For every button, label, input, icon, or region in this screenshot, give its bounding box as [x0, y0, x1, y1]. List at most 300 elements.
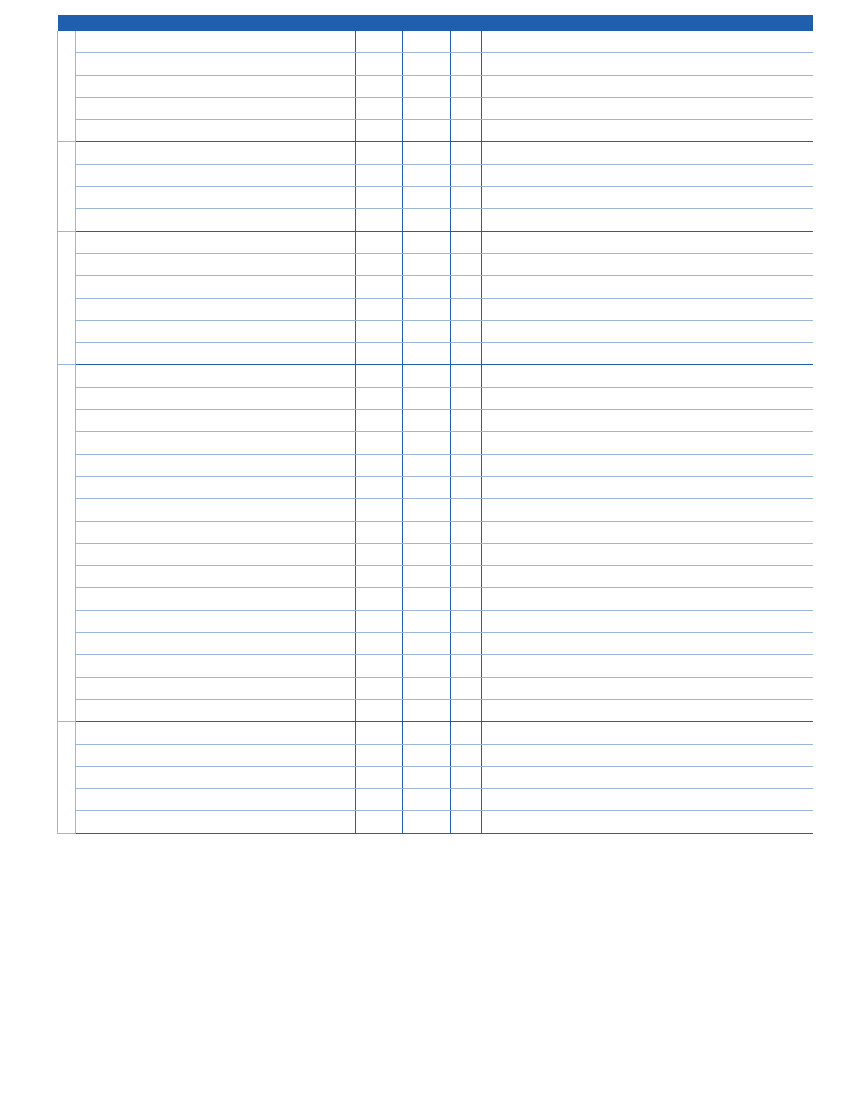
municipality-value	[356, 343, 403, 365]
slo-value	[451, 677, 482, 699]
indicator-name	[76, 476, 356, 498]
municipality-value	[356, 142, 403, 164]
ue-value	[403, 365, 427, 387]
municipality-value	[356, 789, 403, 811]
slo-value	[451, 387, 482, 409]
slo-value	[451, 53, 482, 75]
indicator-name	[76, 253, 356, 275]
indicator-name	[76, 566, 356, 588]
table-row	[58, 365, 813, 387]
ue-value	[403, 454, 427, 476]
municipality-value	[356, 365, 403, 387]
table-row	[58, 253, 813, 275]
indicator-name	[76, 699, 356, 721]
region-value	[427, 633, 451, 655]
municipality-value	[356, 432, 403, 454]
slo-value	[451, 588, 482, 610]
region-value	[427, 320, 451, 342]
slo-value	[451, 75, 482, 97]
indicator-name	[76, 744, 356, 766]
indicator-name	[76, 343, 356, 365]
indicator-name	[76, 789, 356, 811]
table-row	[58, 610, 813, 632]
unit	[482, 588, 531, 610]
comparison-cell	[531, 699, 813, 721]
slo-value	[451, 343, 482, 365]
slo-value	[451, 766, 482, 788]
table-row	[58, 31, 813, 53]
indicator-name	[76, 97, 356, 119]
unit	[482, 410, 531, 432]
slo-value	[451, 811, 482, 833]
table-row	[58, 566, 813, 588]
region-value	[427, 655, 451, 677]
unit	[482, 253, 531, 275]
group-cell	[58, 231, 76, 365]
comparison-cell	[531, 97, 813, 119]
indicator-name	[76, 722, 356, 744]
comparison-cell	[531, 343, 813, 365]
unit	[482, 120, 531, 142]
region-value	[427, 677, 451, 699]
slo-value	[451, 722, 482, 744]
region-value	[427, 789, 451, 811]
unit	[482, 655, 531, 677]
unit	[482, 722, 531, 744]
ue-value	[403, 142, 427, 164]
unit	[482, 31, 531, 53]
municipality-value	[356, 410, 403, 432]
region-value	[427, 588, 451, 610]
unit	[482, 231, 531, 253]
comparison-cell	[531, 476, 813, 498]
indicator-name	[76, 387, 356, 409]
comparison-cell	[531, 566, 813, 588]
indicator-name	[76, 164, 356, 186]
region-value	[427, 120, 451, 142]
indicator-name	[76, 655, 356, 677]
table-row	[58, 53, 813, 75]
slo-value	[451, 298, 482, 320]
ue-value	[403, 231, 427, 253]
comparison-cell	[531, 142, 813, 164]
group-cell	[58, 722, 76, 833]
indicator-name	[76, 320, 356, 342]
region-value	[427, 476, 451, 498]
unit	[482, 811, 531, 833]
unit	[482, 365, 531, 387]
table-row	[58, 588, 813, 610]
table-row	[58, 320, 813, 342]
municipality-value	[356, 276, 403, 298]
unit	[482, 744, 531, 766]
indicator-name	[76, 142, 356, 164]
ue-value	[403, 744, 427, 766]
indicator-name	[76, 633, 356, 655]
municipality-value	[356, 298, 403, 320]
municipality-value	[356, 633, 403, 655]
group-cell	[58, 142, 76, 231]
unit	[482, 298, 531, 320]
region-value	[427, 744, 451, 766]
region-value	[427, 31, 451, 53]
region-value	[427, 566, 451, 588]
region-value	[427, 499, 451, 521]
municipality-value	[356, 75, 403, 97]
comparison-cell	[531, 766, 813, 788]
indicator-name	[76, 543, 356, 565]
unit	[482, 432, 531, 454]
unit	[482, 209, 531, 231]
municipality-value	[356, 521, 403, 543]
group-cell	[58, 365, 76, 722]
indicators-table	[57, 15, 813, 834]
slo-value	[451, 499, 482, 521]
slo-value	[451, 610, 482, 632]
unit	[482, 187, 531, 209]
slo-value	[451, 543, 482, 565]
comparison-cell	[531, 811, 813, 833]
table-row	[58, 120, 813, 142]
table-row	[58, 410, 813, 432]
unit	[482, 789, 531, 811]
ue-value	[403, 610, 427, 632]
table-row	[58, 387, 813, 409]
ue-value	[403, 432, 427, 454]
header-ue	[403, 15, 427, 31]
ue-value	[403, 276, 427, 298]
unit	[482, 454, 531, 476]
table-row	[58, 298, 813, 320]
table-row	[58, 209, 813, 231]
header-slo	[451, 15, 482, 31]
table-row	[58, 677, 813, 699]
slo-value	[451, 253, 482, 275]
unit	[482, 343, 531, 365]
table-row	[58, 633, 813, 655]
header-group	[58, 15, 76, 31]
indicator-name	[76, 410, 356, 432]
indicator-name	[76, 811, 356, 833]
municipality-value	[356, 677, 403, 699]
comparison-cell	[531, 588, 813, 610]
ue-value	[403, 187, 427, 209]
region-value	[427, 543, 451, 565]
region-value	[427, 164, 451, 186]
slo-value	[451, 432, 482, 454]
table-row	[58, 75, 813, 97]
header-chart	[531, 15, 813, 31]
slo-value	[451, 410, 482, 432]
municipality-value	[356, 476, 403, 498]
indicator-name	[76, 209, 356, 231]
comparison-cell	[531, 432, 813, 454]
table-row	[58, 811, 813, 833]
comparison-cell	[531, 164, 813, 186]
ue-value	[403, 543, 427, 565]
indicator-name	[76, 53, 356, 75]
indicator-name	[76, 31, 356, 53]
unit	[482, 142, 531, 164]
slo-value	[451, 633, 482, 655]
ue-value	[403, 53, 427, 75]
slo-value	[451, 31, 482, 53]
unit	[482, 320, 531, 342]
region-value	[427, 722, 451, 744]
unit	[482, 766, 531, 788]
municipality-value	[356, 499, 403, 521]
ue-value	[403, 298, 427, 320]
region-value	[427, 142, 451, 164]
slo-value	[451, 521, 482, 543]
unit	[482, 164, 531, 186]
table-row	[58, 543, 813, 565]
ue-value	[403, 633, 427, 655]
region-value	[427, 811, 451, 833]
slo-value	[451, 744, 482, 766]
region-value	[427, 343, 451, 365]
unit	[482, 276, 531, 298]
ue-value	[403, 789, 427, 811]
municipality-value	[356, 454, 403, 476]
indicator-name	[76, 365, 356, 387]
ue-value	[403, 120, 427, 142]
ue-value	[403, 97, 427, 119]
slo-value	[451, 655, 482, 677]
table-row	[58, 454, 813, 476]
unit	[482, 97, 531, 119]
slo-value	[451, 120, 482, 142]
municipality-value	[356, 253, 403, 275]
ue-value	[403, 253, 427, 275]
comparison-cell	[531, 744, 813, 766]
region-value	[427, 410, 451, 432]
unit	[482, 521, 531, 543]
unit	[482, 633, 531, 655]
header-indicator	[76, 15, 356, 31]
table-row	[58, 164, 813, 186]
ue-value	[403, 766, 427, 788]
indicator-name	[76, 120, 356, 142]
indicator-name	[76, 75, 356, 97]
region-value	[427, 298, 451, 320]
ue-value	[403, 31, 427, 53]
ue-value	[403, 387, 427, 409]
comparison-cell	[531, 253, 813, 275]
comparison-cell	[531, 610, 813, 632]
municipality-value	[356, 120, 403, 142]
slo-value	[451, 142, 482, 164]
ue-value	[403, 75, 427, 97]
slo-value	[451, 276, 482, 298]
region-value	[427, 187, 451, 209]
slo-value	[451, 97, 482, 119]
table-row	[58, 432, 813, 454]
comparison-cell	[531, 677, 813, 699]
comparison-cell	[531, 31, 813, 53]
ue-value	[403, 566, 427, 588]
slo-value	[451, 231, 482, 253]
region-value	[427, 454, 451, 476]
municipality-value	[356, 97, 403, 119]
unit	[482, 53, 531, 75]
slo-value	[451, 454, 482, 476]
slo-value	[451, 476, 482, 498]
indicator-name	[76, 588, 356, 610]
slo-value	[451, 699, 482, 721]
table-row	[58, 343, 813, 365]
municipality-value	[356, 231, 403, 253]
comparison-cell	[531, 231, 813, 253]
comparison-cell	[531, 722, 813, 744]
indicator-name	[76, 298, 356, 320]
region-value	[427, 432, 451, 454]
unit	[482, 476, 531, 498]
indicator-name	[76, 677, 356, 699]
unit	[482, 566, 531, 588]
ue-value	[403, 521, 427, 543]
region-value	[427, 365, 451, 387]
comparison-cell	[531, 789, 813, 811]
region-value	[427, 97, 451, 119]
ue-value	[403, 410, 427, 432]
municipality-value	[356, 187, 403, 209]
comparison-cell	[531, 655, 813, 677]
slo-value	[451, 187, 482, 209]
municipality-value	[356, 588, 403, 610]
table-row	[58, 766, 813, 788]
municipality-value	[356, 811, 403, 833]
comparison-cell	[531, 365, 813, 387]
ue-value	[403, 476, 427, 498]
table-row	[58, 97, 813, 119]
comparison-cell	[531, 454, 813, 476]
indicator-name	[76, 187, 356, 209]
slo-value	[451, 164, 482, 186]
municipality-value	[356, 655, 403, 677]
comparison-cell	[531, 120, 813, 142]
ue-value	[403, 164, 427, 186]
page	[57, 8, 812, 839]
comparison-cell	[531, 410, 813, 432]
unit	[482, 387, 531, 409]
region-value	[427, 276, 451, 298]
table-row	[58, 699, 813, 721]
region-value	[427, 53, 451, 75]
municipality-value	[356, 31, 403, 53]
ue-value	[403, 699, 427, 721]
region-value	[427, 387, 451, 409]
region-value	[427, 610, 451, 632]
header-unit	[482, 15, 531, 31]
unit	[482, 677, 531, 699]
ue-value	[403, 811, 427, 833]
municipality-value	[356, 53, 403, 75]
comparison-cell	[531, 320, 813, 342]
unit	[482, 543, 531, 565]
comparison-cell	[531, 298, 813, 320]
region-value	[427, 231, 451, 253]
municipality-value	[356, 566, 403, 588]
table-row	[58, 722, 813, 744]
slo-value	[451, 209, 482, 231]
municipality-value	[356, 543, 403, 565]
indicator-name	[76, 454, 356, 476]
indicator-name	[76, 499, 356, 521]
table-row	[58, 499, 813, 521]
municipality-value	[356, 387, 403, 409]
table-row	[58, 476, 813, 498]
municipality-value	[356, 766, 403, 788]
comparison-cell	[531, 633, 813, 655]
municipality-value	[356, 744, 403, 766]
comparison-cell	[531, 499, 813, 521]
indicator-name	[76, 231, 356, 253]
table-row	[58, 231, 813, 253]
indicator-name	[76, 766, 356, 788]
header-municipality	[356, 15, 403, 31]
unit	[482, 499, 531, 521]
slo-value	[451, 566, 482, 588]
indicator-name	[76, 276, 356, 298]
municipality-value	[356, 699, 403, 721]
slo-value	[451, 320, 482, 342]
indicator-name	[76, 521, 356, 543]
table-row	[58, 744, 813, 766]
unit	[482, 75, 531, 97]
comparison-cell	[531, 187, 813, 209]
ue-value	[403, 499, 427, 521]
comparison-cell	[531, 209, 813, 231]
comparison-cell	[531, 276, 813, 298]
municipality-value	[356, 209, 403, 231]
slo-value	[451, 789, 482, 811]
indicator-name	[76, 610, 356, 632]
group-cell	[58, 31, 76, 142]
ue-value	[403, 343, 427, 365]
indicator-name	[76, 432, 356, 454]
table-body	[58, 31, 813, 833]
comparison-cell	[531, 543, 813, 565]
unit	[482, 610, 531, 632]
ue-value	[403, 655, 427, 677]
region-value	[427, 766, 451, 788]
comparison-cell	[531, 75, 813, 97]
municipality-value	[356, 164, 403, 186]
ue-value	[403, 588, 427, 610]
municipality-value	[356, 722, 403, 744]
table-row	[58, 276, 813, 298]
region-value	[427, 253, 451, 275]
municipality-value	[356, 320, 403, 342]
ue-value	[403, 209, 427, 231]
comparison-cell	[531, 521, 813, 543]
unit	[482, 699, 531, 721]
slo-value	[451, 365, 482, 387]
region-value	[427, 209, 451, 231]
region-value	[427, 75, 451, 97]
table-row	[58, 655, 813, 677]
comparison-cell	[531, 387, 813, 409]
table-row	[58, 187, 813, 209]
comparison-cell	[531, 53, 813, 75]
header-region	[427, 15, 451, 31]
table-row	[58, 142, 813, 164]
region-value	[427, 521, 451, 543]
ue-value	[403, 677, 427, 699]
table-row	[58, 789, 813, 811]
ue-value	[403, 722, 427, 744]
